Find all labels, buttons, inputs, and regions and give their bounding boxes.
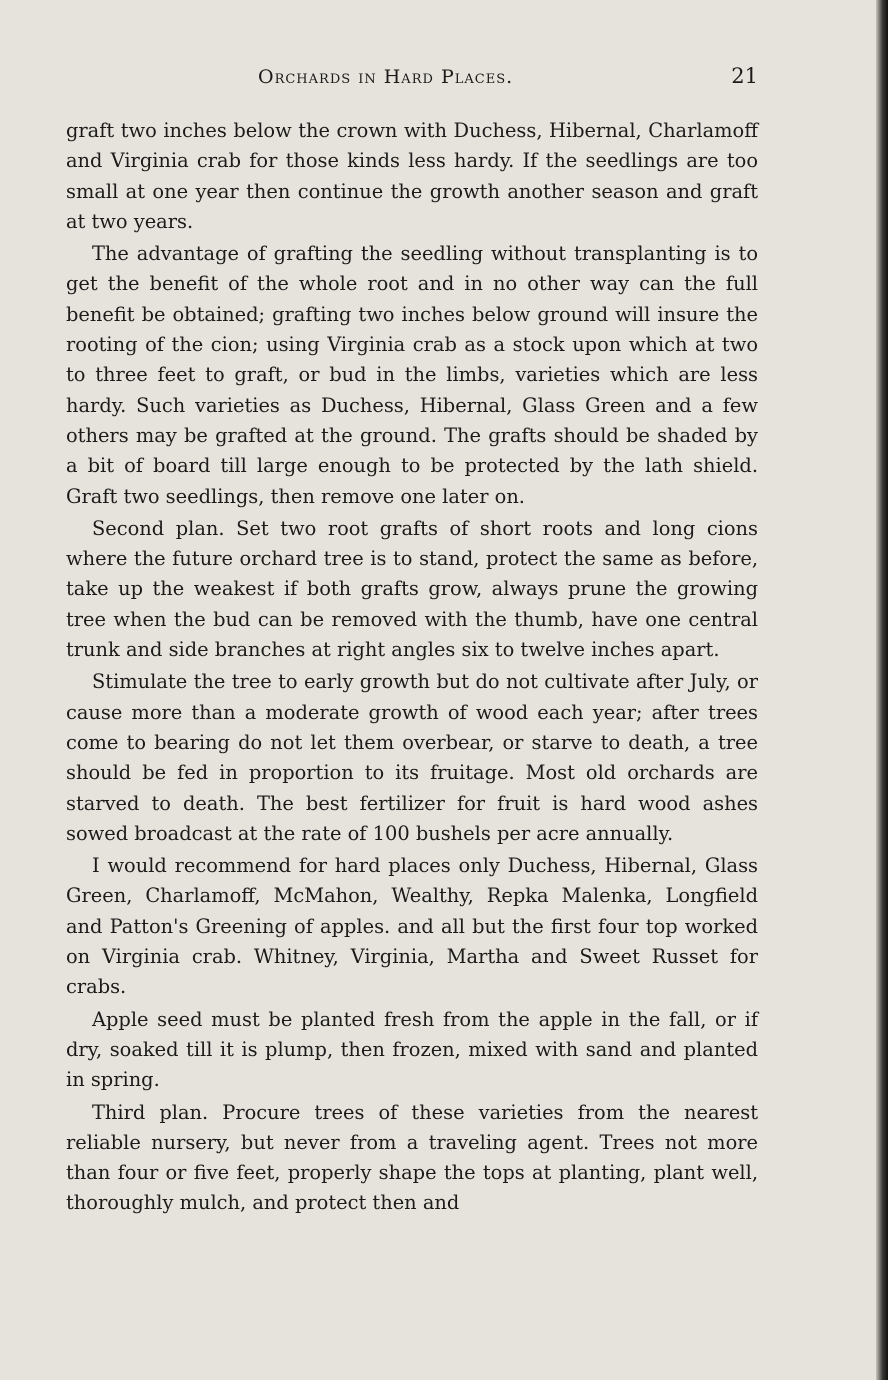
paragraph: Second plan. Set two root grafts of short roots and long cions where the future orchard tree is to stand, protect the same as before, take up the weakest if both grafts grow, always prune the growing tree when the bud can be removed with the thumb, have one central trunk and side branches at right angles six to twelve inches apart.	[66, 516, 758, 662]
paragraph: The advantage of grafting the seedling without transplanting is to get the benefit of the whole root and in no other way can the full benefit be obtained; grafting two inches below ground will insure the rooting of the cion; using Virginia crab as a stock upon which at two to three feet to graft, or bud in the limbs, varieties which are less hardy. Such varieties as Duchess, Hibernal, Glass Green and a few others may be grafted at the ground. The grafts should be shaded by a bit of board till large enough to be protected by the lath shield. Graft two seedlings, then remove one later on.	[66, 242, 758, 508]
paragraph: I would recommend for hard places only Duchess, Hibernal, Glass Green, Charlamoff, McMahon, Wealthy, Repka Malenka, Longfield and Patton's Greening of apples. and all but the first four top worked on Virginia crab. Whitney, Virginia, Martha and Sweet Russet for crabs.	[66, 854, 758, 999]
paragraph: graft two inches below the crown with Duchess, Hibernal, Charlamoff and Virginia crab for those kinds less hardy. If the seedlings are too small at one year then continue the growth another season and graft at two years.	[66, 119, 758, 233]
page-header	[258, 66, 758, 94]
paragraph: Third plan. Procure trees of these varieties from the nearest reliable nursery, but never from a traveling agent. Trees not more than four or five feet, properly shape the tops at planting, plant well, thoroughly mulch, and protect then and	[66, 1100, 758, 1215]
paragraph: Stimulate the tree to early growth but do not cultivate after July, or cause more than a moderate growth of wood each year; after trees come to bearing do not let them overbear, or starve to death, a tree should be fed in proportion to its fruitage. Most old orchards are starved to death. The best fertilizer for fruit is hard wood ashes sowed broadcast at the rate of 100 bushels per acre annually.	[66, 670, 758, 845]
body-text	[66, 116, 758, 1219]
page-edge	[876, 0, 888, 1380]
paragraph: Apple seed must be planted fresh from the apple in the fall, or if dry, soaked till it is plump, then frozen, mixed with sand and planted in spring.	[66, 1007, 758, 1092]
page-number: 21	[731, 64, 758, 88]
running-title: Orchards in Hard Places.	[258, 66, 514, 88]
